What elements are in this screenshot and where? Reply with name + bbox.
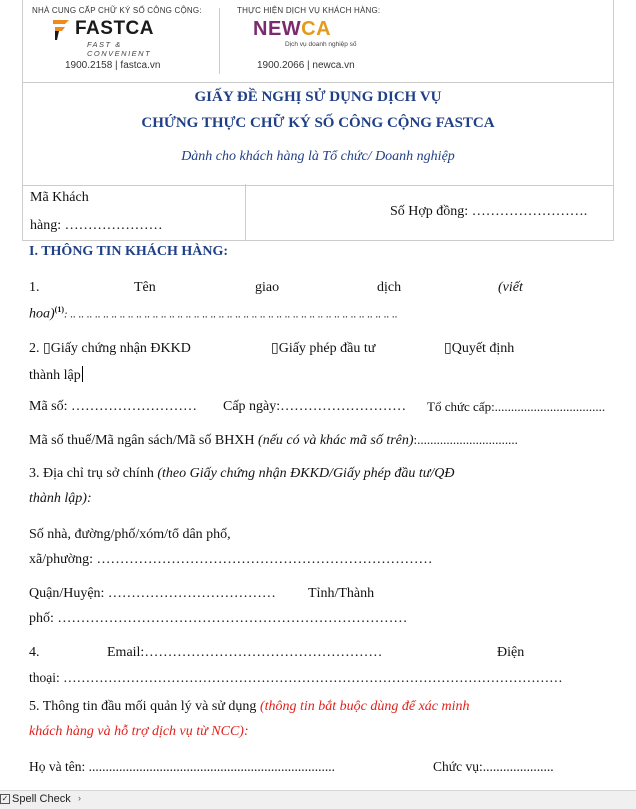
provider-caption: NHÀ CUNG CẤP CHỮ KÝ SỐ CÔNG CỘNG: [32, 6, 202, 15]
customer-code-label: Mã Khách [30, 190, 89, 205]
fastca-wordmark: FASTCA [75, 18, 154, 39]
full-name-field[interactable]: Họ và tên: ......................................................................... [29, 759, 335, 774]
transaction-name-field[interactable]: hoa)$^{(1)}$: .. .. .. .. .. .. .. .. .. .. .. .. .. .. .. .. .. .. .. .. .. .. .. .. .. .. .. .. .. .. .. .. .. .. .. .. .. .. .. .. [29, 305, 398, 322]
phone-label: Điện [497, 645, 525, 660]
phone-field[interactable]: thoại: ………………………………………………………………………………………………… [29, 670, 563, 685]
status-bar [0, 790, 636, 809]
establishment-line[interactable]: thành lập [29, 368, 81, 383]
checkbox-business-cert[interactable]: 2. ▯Giấy chứng nhận ĐKKD [29, 341, 191, 356]
ward-field[interactable]: xã/phường: ……………………………………………………………… [29, 552, 433, 567]
fastca-logo [53, 18, 181, 58]
district-field[interactable]: Quận/Huyện: ……………………………… [29, 586, 276, 601]
spell-check-button[interactable]: Spell Check [12, 793, 71, 805]
fastca-mark-icon [53, 20, 69, 40]
head-office-label: 3. Địa chỉ trụ sở chính (theo Giấy chứng nhận ĐKKD/Giấy phép đầu tư/QĐ [29, 466, 455, 481]
customer-code-row [22, 184, 614, 241]
document-title-line2: CHỨNG THỰC CHỮ KÝ SỐ CÔNG CỘNG FASTCA [141, 115, 495, 131]
newca-tagline: Dịch vụ doanh nghiệp số [285, 41, 357, 48]
registration-code-field[interactable]: Mã số: ……………………… [29, 399, 197, 414]
title-box [22, 82, 614, 186]
checkbox-establishment-decision[interactable]: ▯Quyết định [444, 341, 515, 356]
newca-wordmark: NEWCA [253, 18, 332, 40]
header-divider [219, 8, 220, 74]
document-page: NHÀ CUNG CẤP CHỮ KÝ SỐ CÔNG CỘNG: FASTCA FAST & CONVENIENT 1900.2158 | fastca.vn THỰC HIỆN DỊCH VỤ KHÁCH HÀNG: NEWCA Dịch vụ doanh nghiệp số 1900.2066 | newca.vn GIẤY ĐỀ NGHỊ SỬ DỤNG DỊCH VỤ CHỨNG THỰC CHỮ KÝ SỐ CÔNG CỘNG FASTCA Dành cho khách hàng là Tổ chức/ Doanh nghiệp Mã Khách hàng: ………………… Số Hợp đồng: ……………………. I. THÔNG TIN KHÁCH HÀNG: 1. Tên giao dịch (viết hoa)$^{(1)}$: .. .. .. .. .. .. .. .. .. .. .. .. .. .. .. .. .. .. .. .. .. .. .. .. .. .. .. .. .. .. .. .. .. .. .. .. .. .. .. .. 2. ▯Giấy chứng nhận ĐKKD ▯Giấy phép đầu tư ▯Quyết định thành lập Mã số: ……………………… Cấp ngày:……………………… Tổ chức cấp:.................................. Mã số thuế/Mã ngân sách/Mã số BHXH (nếu có và khác mã số trên):............................... 3. Địa chỉ trụ sở chính (theo Giấy chứng nhận ĐKKD/Giấy phép đầu tư/QĐ thành lập): Số nhà, đường/phố/xóm/tổ dân phố, xã/phường: ……………………………………………………………… Quận/Huyện: ……………………………… Tỉnh/Thành phố: ………………………………………………………………… 4. Email:…………………………………………… Điện thoại: ………………………………………………………………………………………………… 5. Thông tin đầu mối quản lý và sử dụng (thông tin bắt buộc dùng để xác minh khách hàng và hỗ trợ dịch vụ từ NCC): Họ và tên: ......................................................................... Chức vụ:..................... [0, 0, 636, 790]
issue-date-field[interactable]: Cấp ngày:……………………… [223, 399, 407, 414]
logo-header [22, 0, 614, 82]
service-caption: THỰC HIỆN DỊCH VỤ KHÁCH HÀNG: [237, 6, 381, 15]
street-label: Số nhà, đường/phố/xóm/tổ dân phố, [29, 527, 231, 542]
customer-code-field[interactable]: hàng: ………………… [30, 218, 163, 233]
contact-person-label: 5. Thông tin đầu mối quản lý và sử dụng (thông tin bắt buộc dùng để xác minh [29, 699, 470, 714]
fastca-contact: 1900.2158 | fastca.vn [65, 60, 161, 71]
document-title-line1: GIẤY ĐỀ NGHỊ SỬ DỤNG DỊCH VỤ [194, 89, 442, 105]
code-row-divider [245, 184, 246, 240]
fastca-tagline: FAST & CONVENIENT [87, 40, 152, 58]
province-field[interactable]: phố: ………………………………………………………………… [29, 611, 408, 626]
checkbox-investment-license[interactable]: ▯Giấy phép đầu tư [271, 341, 376, 356]
head-office-label-cont: thành lập): [29, 491, 92, 506]
text-cursor [82, 366, 83, 382]
contract-number-field[interactable]: Số Hợp đồng: ……………………. [390, 204, 588, 219]
issuer-field[interactable]: Tổ chức cấp:.................................. [427, 399, 606, 414]
newca-contact: 1900.2066 | newca.vn [257, 60, 355, 71]
email-field[interactable]: Email:…………………………………………… [107, 645, 383, 660]
newca-logo [253, 18, 373, 52]
document-subtitle: Dành cho khách hàng là Tổ chức/ Doanh nghiệp [181, 149, 455, 164]
chevron-right-icon[interactable]: › [78, 793, 81, 803]
province-label: Tỉnh/Thành [308, 586, 375, 601]
position-field[interactable]: Chức vụ:..................... [433, 759, 554, 774]
spell-check-icon: ✓ [1, 794, 9, 803]
section-heading: I. THÔNG TIN KHÁCH HÀNG: [29, 244, 229, 259]
tax-code-field[interactable]: Mã số thuế/Mã ngân sách/Mã số BHXH (nếu có và khác mã số trên):............................... [29, 432, 518, 448]
contact-person-note: khách hàng và hỗ trợ dịch vụ từ NCC): [29, 724, 249, 739]
